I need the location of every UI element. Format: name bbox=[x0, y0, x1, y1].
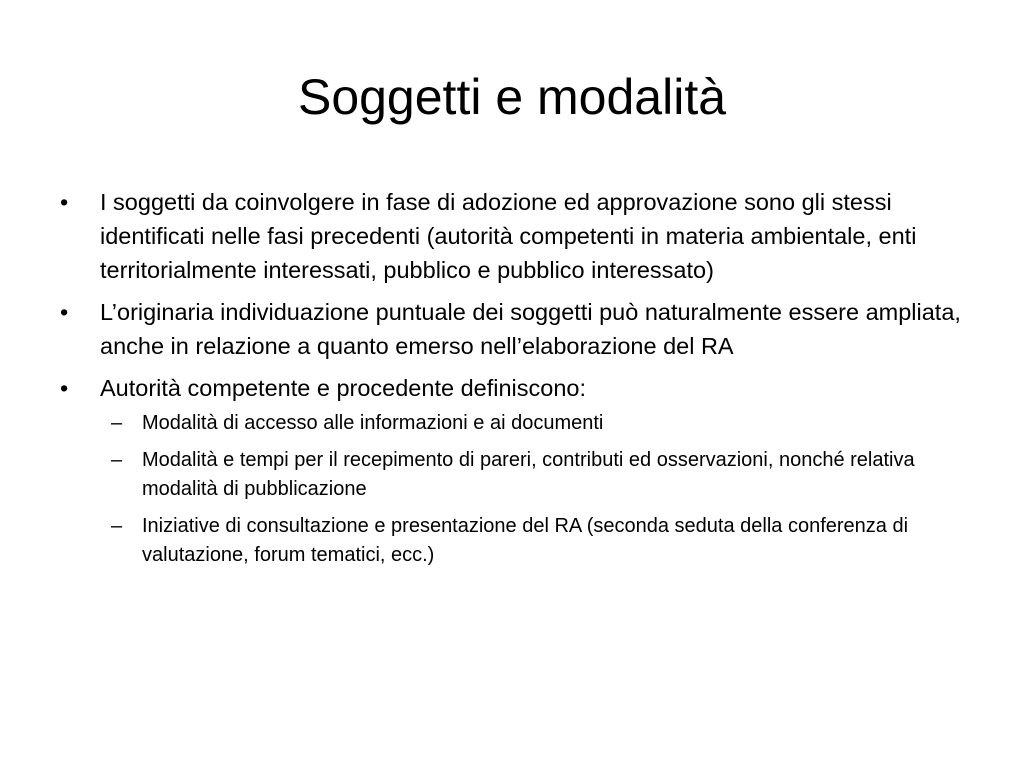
bullet-item-1 bbox=[58, 185, 968, 287]
slide-title: Soggetti e modalità bbox=[297, 69, 727, 125]
sub-bullet-item-1 bbox=[97, 409, 968, 438]
dash-icon: – bbox=[111, 412, 123, 434]
sub-bullet-text: Iniziative di consultazione e presentazione del RA (seconda seduta della conferenza di valutazione, forum tematici, ecc.) bbox=[142, 515, 909, 566]
bullet-list bbox=[58, 185, 968, 578]
sub-bullet-text: Modalità e tempi per il recepimento di pareri, contributi ed osservazioni, nonché relativa modalità di pubblicazione bbox=[142, 449, 915, 500]
sub-bullet-text: Modalità di accesso alle informazioni e ai documenti bbox=[142, 412, 604, 434]
dash-icon: – bbox=[111, 449, 123, 471]
bullet-text: I soggetti da coinvolgere in fase di adozione ed approvazione sono gli stessi identificati nelle fasi precedenti (autorità competenti in materia ambientale, enti territorialmente interessati, pubblico e pubblico interessato) bbox=[100, 189, 917, 283]
bullet-item-2 bbox=[58, 295, 968, 363]
sub-bullet-item-3 bbox=[97, 512, 968, 570]
sub-bullet-item-2 bbox=[97, 446, 968, 504]
bullet-dot-icon: • bbox=[60, 299, 69, 325]
sub-bullet-list bbox=[100, 409, 968, 570]
bullet-dot-icon: • bbox=[60, 375, 69, 401]
bullet-dot-icon: • bbox=[60, 189, 69, 215]
bullet-text: Autorità competente e procedente definiscono: bbox=[100, 375, 586, 401]
bullet-item-3 bbox=[58, 371, 968, 570]
bullet-text: L’originaria individuazione puntuale dei soggetti può naturalmente essere ampliata, anche in relazione a quanto emerso nell’elaborazione del RA bbox=[100, 299, 961, 359]
dash-icon: – bbox=[111, 515, 123, 537]
